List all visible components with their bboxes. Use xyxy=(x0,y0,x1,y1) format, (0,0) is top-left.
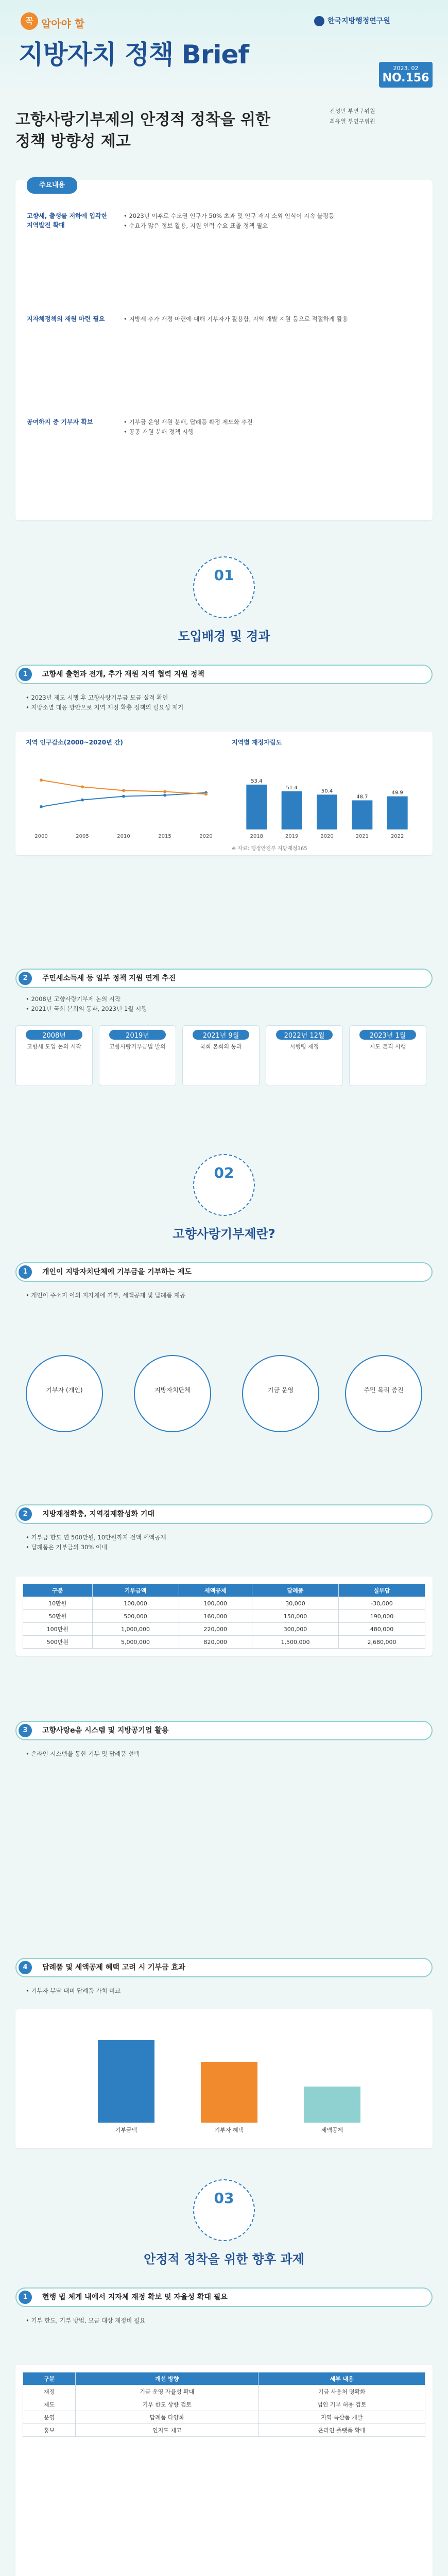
table-1 xyxy=(23,1584,425,1649)
table-row xyxy=(23,2398,425,2411)
table-cell: 기금 운영 자율성 확대 xyxy=(76,2385,259,2398)
table-cell: -30,000 xyxy=(338,1597,425,1610)
x-tick: 2010 xyxy=(117,834,130,839)
subbar-6-number: 4 xyxy=(19,1961,32,1974)
timeline-year: 2019년 xyxy=(109,1030,166,1040)
author-2: 최유열 부연구위원 xyxy=(330,118,375,125)
summary-right-3: • 기부금 운영 재원 분배, 답례품 확정 제도화 추진 • 공공 재원 분배 정책 시행 xyxy=(124,418,253,435)
x-tick: 2020 xyxy=(199,834,213,839)
subbar-1 xyxy=(15,665,433,684)
chart-card xyxy=(15,732,433,855)
page-title: 고향사랑기부제의 안정적 정착을 위한 정책 방향성 제고 xyxy=(15,111,271,150)
table-cell: 1,000,000 xyxy=(92,1623,179,1636)
timeline-text: 고향사랑기부금법 발의 xyxy=(109,1043,166,1050)
subbar-1-label: 고향세 출현과 전개, 추가 재원 지역 협력 지원 정책 xyxy=(42,670,204,679)
table-cell: 100만원 xyxy=(23,1623,93,1636)
summary-tag: 주요내용 xyxy=(27,177,77,194)
subbar-1-number: 1 xyxy=(19,668,32,681)
x-tick: 2022 xyxy=(390,834,404,839)
para-6: • 기부자 부담 대비 답례품 가치 비교 xyxy=(26,1987,121,1994)
x-tick: 2000 xyxy=(35,834,48,839)
subbar-3 xyxy=(15,1262,433,1282)
table-cell: 820,000 xyxy=(179,1636,252,1649)
section-1-title: 도입배경 및 경과 xyxy=(178,629,270,643)
table-cell: 지역 특산품 개발 xyxy=(259,2411,425,2424)
table-header: 기부금액 xyxy=(92,1584,179,1597)
point xyxy=(81,799,84,802)
authors xyxy=(330,106,375,127)
data-label: 53.4 xyxy=(251,778,263,784)
timeline-item xyxy=(15,1025,93,1086)
bar xyxy=(282,791,302,829)
table-row xyxy=(23,1597,425,1610)
table-cell: 홍보 xyxy=(23,2424,76,2437)
subbar-4 xyxy=(15,1504,433,1524)
chart-2-title: 지역별 재정자립도 xyxy=(232,739,282,746)
kicker: 알아야 할 xyxy=(41,18,85,30)
table-cell: 190,000 xyxy=(338,1610,425,1623)
bar xyxy=(246,785,267,829)
subbar-6 xyxy=(15,1958,433,1977)
section-2-title: 고향사랑기부제란? xyxy=(173,1227,275,1241)
table-cell: 10만원 xyxy=(23,1597,93,1610)
section-1-badge xyxy=(193,556,255,618)
bar xyxy=(387,796,408,829)
issue-date: 2023. 02 xyxy=(393,65,419,72)
benefit-bars xyxy=(77,2020,366,2133)
org-logo xyxy=(314,15,433,26)
benefit-bar xyxy=(201,2062,257,2133)
table-cell: 2,680,000 xyxy=(338,1636,425,1649)
timeline-item xyxy=(266,1025,343,1086)
flow-donor: 기부자 (개인) xyxy=(26,1355,103,1432)
table-cell: 50만원 xyxy=(23,1610,93,1623)
x-tick: 2005 xyxy=(76,834,89,839)
point xyxy=(40,805,43,808)
bar xyxy=(352,800,372,829)
subbar-7-number: 1 xyxy=(19,2291,32,2304)
table-row xyxy=(23,1636,425,1649)
data-label: 48.7 xyxy=(356,794,368,800)
benefit-bar xyxy=(304,2087,360,2133)
x-tick: 2015 xyxy=(158,834,171,839)
benefit-bar xyxy=(98,2040,154,2133)
bar-label: 기부자 혜택 xyxy=(214,2127,244,2133)
data-label: 51.4 xyxy=(286,785,298,791)
bar-label: 세액공제 xyxy=(321,2127,343,2133)
timeline-text: 시행령 제정 xyxy=(289,1043,319,1050)
table-row xyxy=(23,2411,425,2424)
table-row xyxy=(23,1610,425,1623)
table-header: 세액공제 xyxy=(179,1584,252,1597)
subbar-2-label: 주민세소득세 등 일부 정책 지원 연계 추진 xyxy=(42,974,176,982)
x-tick: 2020 xyxy=(320,834,334,839)
point xyxy=(163,790,166,793)
point xyxy=(204,792,208,795)
table-row xyxy=(23,2385,425,2398)
chart-1-title: 지역 인구감소(2000~2020년 간) xyxy=(26,739,123,746)
table-cell: 150,000 xyxy=(252,1610,338,1623)
para-5: • 온라인 시스템을 통한 기부 및 답례품 선택 xyxy=(26,1750,140,1757)
table-cell: 300,000 xyxy=(252,1623,338,1636)
subbar-5 xyxy=(15,1721,433,1740)
table-cell: 법인 기부 허용 검토 xyxy=(259,2398,425,2411)
table-header: 세부 내용 xyxy=(259,2372,425,2385)
para-3: • 개인이 주소지 이외 지자체에 기부, 세액공제 및 답례품 제공 xyxy=(26,1292,185,1299)
timeline-text: 국회 본회의 통과 xyxy=(200,1043,242,1050)
table-cell: 160,000 xyxy=(179,1610,252,1623)
chart-2-svg xyxy=(232,752,422,840)
timeline-text: 제도 본격 시행 xyxy=(369,1043,406,1050)
subbar-6-label: 답례품 및 세액공제 혜택 고려 시 기부금 효과 xyxy=(42,1963,185,1972)
table-cell: 답례품 다양화 xyxy=(76,2411,259,2424)
section-3-number: 03 xyxy=(214,2190,234,2207)
table-header: 실부담 xyxy=(338,1584,425,1597)
bar-label: 기부금액 xyxy=(115,2127,137,2133)
table-cell: 30,000 xyxy=(252,1597,338,1610)
chart-note: ※ 자료: 행정안전부 지방재정365 xyxy=(232,846,307,852)
subbar-7 xyxy=(15,2287,433,2307)
timeline-year: 2021년 9월 xyxy=(193,1030,249,1040)
subbar-7-label: 현행 법 체계 내에서 지자체 재정 확보 및 자율성 확대 필요 xyxy=(42,2293,228,2301)
section-2-badge xyxy=(193,1154,255,1216)
summary-right-2: • 지방세 추가 재정 마련에 대해 기부자가 활용함, 지역 개발 지원 등으로 적절하게 활용 xyxy=(124,315,348,323)
timeline-year: 2008년 xyxy=(26,1030,82,1040)
logo-icon xyxy=(314,16,324,26)
table-cell: 제도 xyxy=(23,2398,76,2411)
table-cell: 1,500,000 xyxy=(252,1636,338,1649)
x-tick: 2019 xyxy=(285,834,299,839)
summary-right-1: • 2023년 이후로 수도권 인구가 50% 초과 및 인구 재지 소외 인식이 지속 불평등 • 수요가 많은 정보 활용, 지원 인력 수요 표출 정책 필요 xyxy=(124,212,335,229)
table-cell: 인지도 제고 xyxy=(76,2424,259,2437)
subbar-3-label: 개인이 지방자치단체에 기부금을 기부하는 제도 xyxy=(42,1268,192,1276)
kkok-mark: 꼭 xyxy=(21,12,38,30)
table-row xyxy=(23,2424,425,2437)
data-label: 49.9 xyxy=(391,790,403,796)
table-cell: 기금 사용처 명확화 xyxy=(259,2385,425,2398)
table-cell: 운영 xyxy=(23,2411,76,2424)
x-tick: 2021 xyxy=(355,834,369,839)
flow-local-gov: 지방자치단체 xyxy=(134,1355,211,1432)
para-1: • 2023년 제도 시행 후 고향사랑기부금 모금 실적 확인 • 지방소멸 대응 방안으로 지역 재정 확충 정책의 필요성 제기 xyxy=(26,694,184,711)
section-2-number: 02 xyxy=(214,1164,234,1181)
summary-left-3: 공여하지 중 기부자 확보 xyxy=(27,418,93,426)
issue-no: NO.156 xyxy=(382,72,429,84)
subbar-2 xyxy=(15,969,433,988)
point xyxy=(81,785,84,788)
subbar-5-number: 3 xyxy=(19,1724,32,1737)
table-cell: 100,000 xyxy=(92,1597,179,1610)
table-row xyxy=(23,1623,425,1636)
section-1-number: 01 xyxy=(214,567,234,584)
table-cell: 기부 한도 상향 검토 xyxy=(76,2398,259,2411)
table-cell: 온라인 플랫폼 확대 xyxy=(259,2424,425,2437)
section-3-badge xyxy=(193,2179,255,2241)
issue-badge xyxy=(379,62,433,88)
para-2: • 2008년 고향사랑기부제 논의 시작 • 2021년 국회 본회의 통과, 2023년 1월 시행 xyxy=(26,995,147,1012)
subbar-2-number: 2 xyxy=(19,972,32,985)
point xyxy=(163,794,166,797)
subbar-3-number: 1 xyxy=(19,1265,32,1279)
summary-left-2: 지자체정책의 재원 마련 필요 xyxy=(27,315,105,323)
data-label: 50.4 xyxy=(321,788,333,794)
table-header: 구분 xyxy=(23,1584,93,1597)
table-header: 개선 방향 xyxy=(76,2372,259,2385)
timeline-item xyxy=(349,1025,426,1086)
timeline-year: 2023년 1월 xyxy=(359,1030,416,1040)
table-cell: 480,000 xyxy=(338,1623,425,1636)
timeline xyxy=(15,1020,433,1092)
bar xyxy=(317,794,337,829)
table-cell: 재정 xyxy=(23,2385,76,2398)
flow-diagram xyxy=(15,1319,433,1473)
flow-welfare: 주민 복리 증진 xyxy=(345,1355,422,1432)
table-header: 답례품 xyxy=(252,1584,338,1597)
timeline-item xyxy=(99,1025,176,1086)
flow-fund: 기금 운영 xyxy=(242,1355,319,1432)
para-7: • 기부 한도, 기부 방법, 모금 대상 재정비 필요 xyxy=(26,2317,146,2324)
x-tick: 2018 xyxy=(250,834,264,839)
table-cell: 500만원 xyxy=(23,1636,93,1649)
subbar-5-label: 고향사랑e음 시스템 및 지방공기업 활용 xyxy=(42,1726,169,1735)
subbar-4-label: 지방재정확충, 지역경제활성화 기대 xyxy=(42,1510,154,1518)
point xyxy=(122,789,125,792)
org-name: 한국지방행정연구원 xyxy=(328,17,390,25)
point xyxy=(40,778,43,782)
table-header: 구분 xyxy=(23,2372,76,2385)
table-2-card xyxy=(15,2365,433,2576)
bar-card xyxy=(15,2009,433,2148)
chart-1-svg xyxy=(26,752,211,840)
brand-title: 지방자치 정책 Brief xyxy=(19,40,249,70)
subbar-4-number: 2 xyxy=(19,1507,32,1521)
para-4: • 기부금 한도 연 500만원, 10만원까지 전액 세액공제 • 답례품은 기부금의 30% 이내 xyxy=(26,1534,166,1551)
table-cell: 500,000 xyxy=(92,1610,179,1623)
table-cell: 220,000 xyxy=(179,1623,252,1636)
section-3-title: 안정적 정착을 위한 향후 과제 xyxy=(144,2252,304,2266)
timeline-text: 고향세 도입 논의 시작 xyxy=(26,1043,82,1050)
point xyxy=(122,795,125,798)
table-cell: 5,000,000 xyxy=(92,1636,179,1649)
summary-left-1: 고향세, 출생률 저하에 입각한 지역발전 확대 xyxy=(27,212,108,229)
table-1-card xyxy=(15,1577,433,1656)
timeline-year: 2022년 12월 xyxy=(276,1030,333,1040)
table-2 xyxy=(23,2372,425,2437)
author-1: 전성만 부연구위원 xyxy=(330,108,375,114)
summary-card xyxy=(15,180,433,520)
timeline-item xyxy=(182,1025,260,1086)
table-cell: 100,000 xyxy=(179,1597,252,1610)
